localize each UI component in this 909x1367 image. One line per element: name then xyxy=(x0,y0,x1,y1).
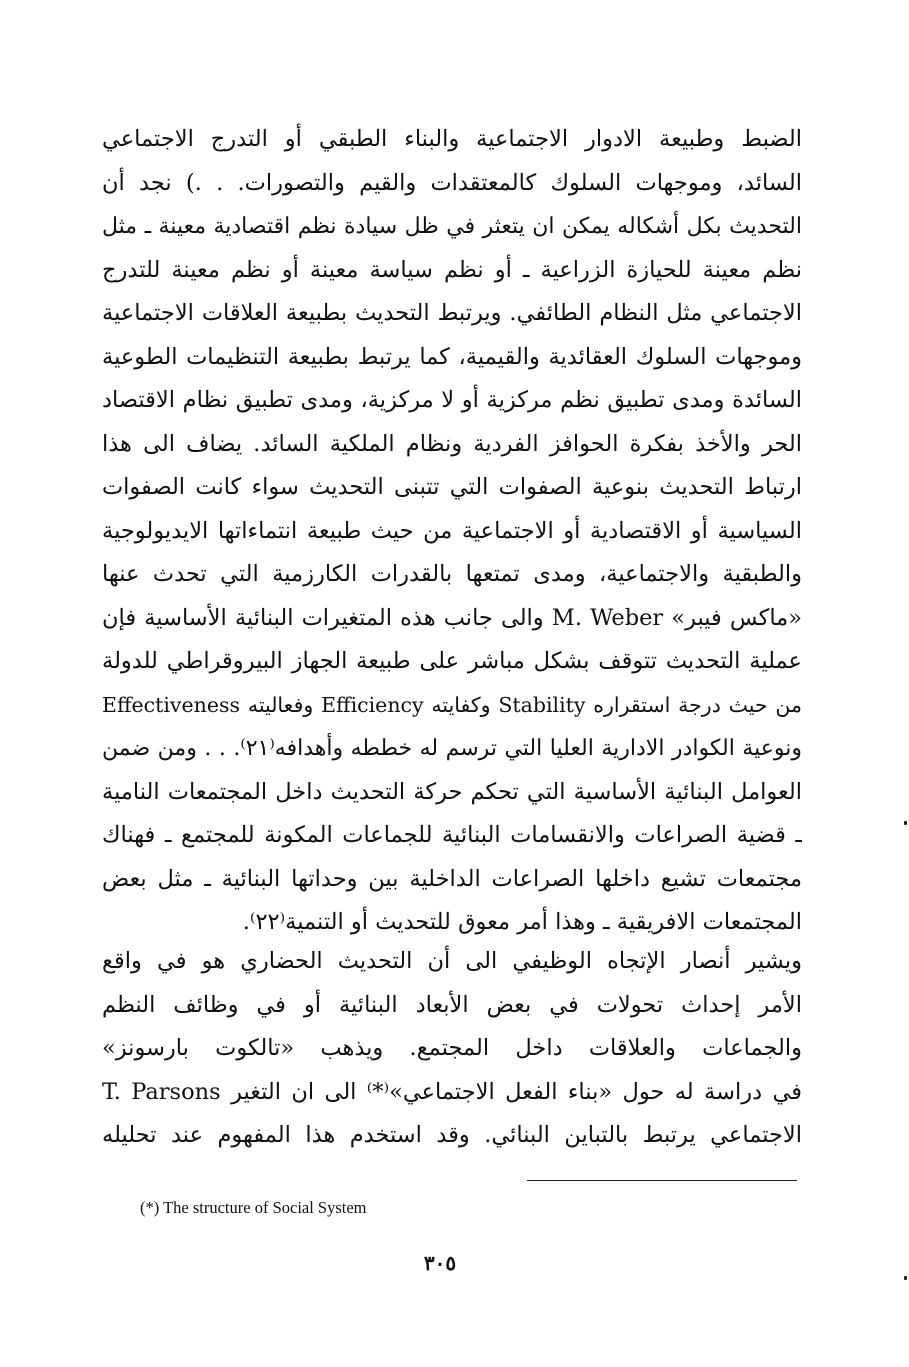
text-line: والجماعات والعلاقات داخل المجتمع. ويذهب «تالكوت بارسونز» xyxy=(102,1035,802,1061)
footnote: (*) The structure of Social System xyxy=(140,1198,367,1217)
text-line: الأمر إحداث تحولات في بعض الأبعاد البنائية أو في وظائف النظم xyxy=(102,991,802,1018)
text-line: والطبقية والاجتماعية، ومدى تمتعها بالقدرات الكارزمية التي تحدث عنها xyxy=(102,561,802,587)
text-line: الحر والأخذ بفكرة الحوافز الفردية ونظام الملكية السائد. يضاف الى هذا xyxy=(102,430,802,457)
text-line: السائد، وموجهات السلوك كالمعتقدات والقيم والتصورات. . .) نجد أن xyxy=(102,169,802,196)
text-line: نظم معينة للحيازة الزراعية ـ أو نظم سياسة معينة أو نظم معينة للتدرج xyxy=(102,256,802,283)
text-line: المجتمعات الافريقية ـ وهذا أمر معوق للتحديث أو التنمية⁽٢٢⁾. xyxy=(242,909,802,935)
text-line: ـ قضية الصراعات والانقسامات البنائية للجماعات المكونة للمجتمع ـ فهناك xyxy=(102,822,802,848)
text-line: الاجتماعي مثل النظام الطائفي. ويرتبط التحديث بطبيعة العلاقات الاجتماعية xyxy=(102,300,802,326)
text-line: ونوعية الكوادر الادارية العليا التي ترسم له خططه وأهدافه⁽٢١⁾. . . ومن ضمن xyxy=(102,736,802,761)
text-line: الاجتماعي يرتبط بالتباين البنائي. وقد استخدم هذا المفهوم عند تحليله xyxy=(102,1122,802,1148)
text-line: وموجهات السلوك العقائدية والقيمية، كما يرتبط بطبيعة التنظيمات الطوعية xyxy=(102,343,802,370)
text-line: ويشير أنصار الإتجاه الوظيفي الى أن التحديث الحضاري هو في واقع xyxy=(102,948,802,974)
text-line: ارتباط التحديث بنوعية الصفوات التي تتبنى التحديث سواء كانت الصفوات xyxy=(102,474,802,500)
text-line: مجتمعات تشيع داخلها الصراعات الداخلية بين وحداتها البنائية ـ مثل بعض xyxy=(102,865,802,892)
text-line: السياسية أو الاقتصادية أو الاجتماعية من حيث طبيعة انتماءاتها الايديولوجية xyxy=(102,517,802,544)
text-line: العوامل البنائية الأساسية التي تحكم حركة التحديث داخل المجتمعات النامية xyxy=(102,778,802,805)
text-line: «ماكس فيبر» M. Weber والى جانب هذه المتغيرات البنائية الأساسية فإن xyxy=(102,604,802,631)
scan-mark xyxy=(904,1276,907,1280)
paragraph-1 xyxy=(102,118,802,945)
text-line: T. Parsons في دراسة له حول «بناء الفعل الاجتماعي»⁽*⁾ الى ان التغير xyxy=(102,1078,802,1105)
text-line: الضبط وطبيعة الادوار الاجتماعية والبناء الطبقي أو التدرج الاجتماعي xyxy=(102,126,802,152)
text-line: عملية التحديث تتوقف بشكل مباشر على طبيعة الجهاز البيروقراطي للدولة xyxy=(102,648,802,674)
text-line: التحديث بكل أشكاله يمكن ان يتعثر في ظل سيادة نظم اقتصادية معينة ـ مثل xyxy=(102,214,802,239)
page-number: ٣٠٥ xyxy=(423,1251,457,1275)
text-line: من حيث درجة استقراره Stability وكفايته Efficiency وفعاليته Effectiveness xyxy=(102,692,802,717)
footnote-divider xyxy=(527,1180,797,1181)
scan-mark xyxy=(904,821,907,825)
text-line: السائدة ومدى تطبيق نظم مركزية أو لا مركزية، ومدى تطبيق نظام الاقتصاد xyxy=(102,387,802,413)
paragraph-2 xyxy=(102,940,802,1158)
